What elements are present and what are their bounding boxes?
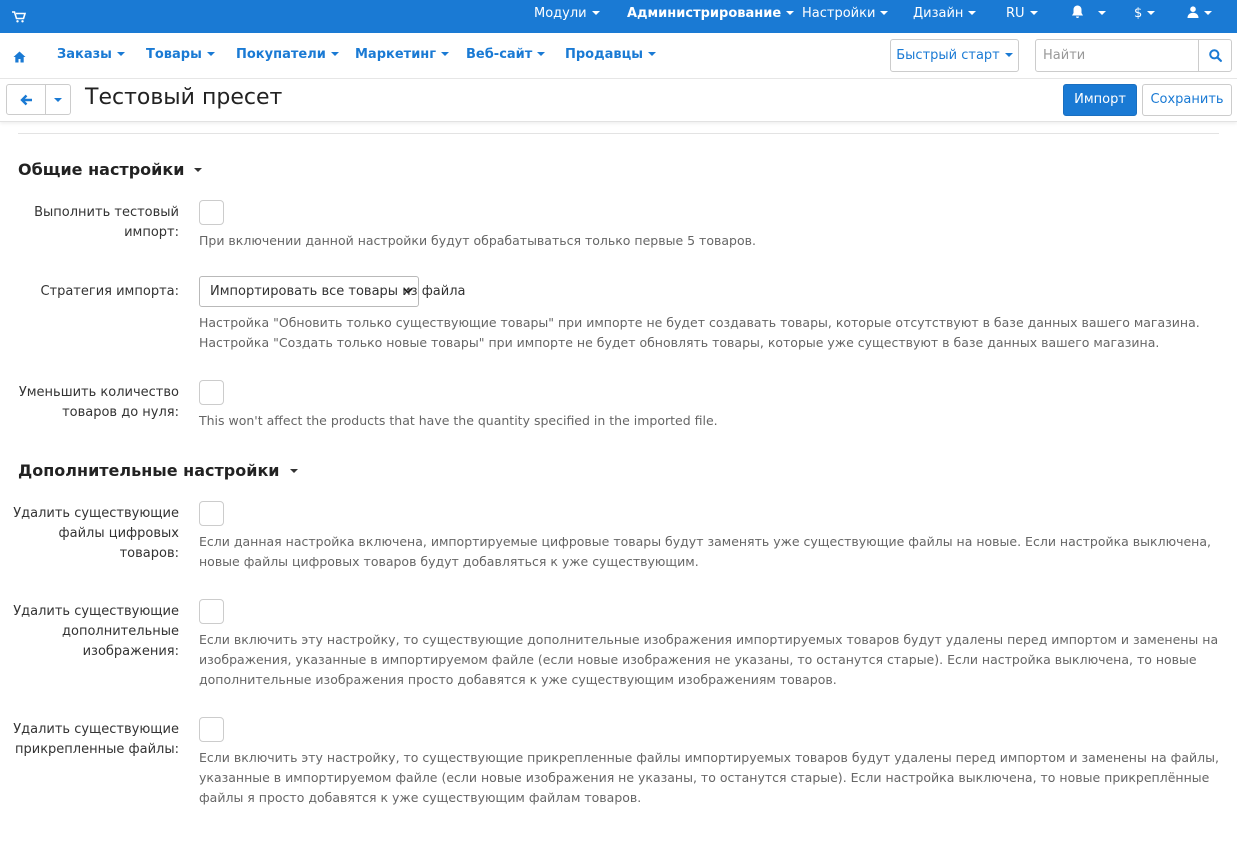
- delete-images-help: Если включить эту настройку, то существующие дополнительные изображения импортируемых товаров будут удалены перед импортом и заменены на изображения, указанные в импортируемом файле (если новые изображения не указаны, то останутся старые). Если настройка выключена, то новые дополнительные изображения просто добавятся к уже существующим изображениям товаров.: [199, 632, 1219, 687]
- notifications-menu[interactable]: [1071, 0, 1106, 33]
- currency-menu[interactable]: [1134, 0, 1155, 33]
- delete-images-label: Удалить существующие дополнительные изображения:: [13, 604, 179, 659]
- back-button[interactable]: [6, 84, 46, 115]
- title-bar: [0, 79, 1237, 122]
- delete-attachments-help: Если включить эту настройку, то существующие прикрепленные файлы импортируемых товаров будут удалены перед импортом и заменены на файлы, указанные в импортируемом файле (если новые изображения не указаны, то останутся старые). Если настройка выключена, то новые прикреплённые файлы я просто добавятся к уже существующим файлам товаров.: [199, 750, 1219, 805]
- chevron-down-icon: [1098, 11, 1106, 15]
- chevron-down-icon: [968, 11, 976, 15]
- chevron-down-icon: [1030, 11, 1038, 15]
- delete-digital-files-checkbox[interactable]: [199, 501, 224, 526]
- top-bar: [0, 0, 1237, 33]
- chevron-down-icon: [1147, 11, 1155, 15]
- import-strategy-select[interactable]: [199, 276, 466, 307]
- chevron-down-icon: [648, 52, 656, 56]
- top-menu-settings[interactable]: [802, 0, 888, 33]
- section-additional-toggle[interactable]: [18, 461, 298, 480]
- reset-quantity-label: Уменьшить количество товаров до нуля:: [18, 385, 179, 420]
- chevron-down-icon: [537, 52, 545, 56]
- back-dropdown-toggle[interactable]: [45, 84, 71, 115]
- nav-item-orders[interactable]: [57, 47, 125, 62]
- chevron-down-icon: [441, 52, 449, 56]
- chevron-down-icon: [117, 52, 125, 56]
- test-import-label: Выполнить тестовый импорт:: [34, 205, 179, 240]
- main-nav: [0, 33, 1237, 79]
- chevron-down-icon: [54, 98, 62, 102]
- search-button[interactable]: [1198, 40, 1231, 71]
- nav-item-products-label: Товары: [146, 47, 202, 62]
- chevron-down-icon: [880, 11, 888, 15]
- import-strategy-value: Импортировать все товары из файла: [210, 284, 466, 299]
- reset-quantity-checkbox[interactable]: [199, 380, 224, 405]
- delete-images-checkbox[interactable]: [199, 599, 224, 624]
- top-menu-modules[interactable]: [534, 0, 600, 33]
- top-menu-language-label: RU: [1006, 6, 1025, 21]
- search-input[interactable]: [1036, 40, 1200, 71]
- top-menu-design-label: Дизайн: [913, 6, 964, 21]
- delete-digital-files-label: Удалить существующие файлы цифровых товаров:: [13, 506, 179, 561]
- top-menu-settings-label: Настройки: [802, 6, 876, 21]
- search-box: [1035, 39, 1232, 72]
- nav-item-marketing[interactable]: [355, 47, 449, 62]
- top-menu-administration[interactable]: [627, 0, 794, 33]
- chevron-down-icon: [1204, 11, 1212, 15]
- save-button[interactable]: Сохранить: [1142, 84, 1232, 116]
- nav-item-orders-label: Заказы: [57, 47, 112, 62]
- chevron-down-icon: [194, 168, 202, 172]
- reset-quantity-help: This won't affect the products that have the quantity specified in the imported file.: [199, 413, 718, 428]
- chevron-down-icon: [592, 11, 600, 15]
- nav-item-website-label: Веб-сайт: [466, 47, 533, 62]
- top-menu-modules-label: Модули: [534, 6, 587, 21]
- chevron-down-icon: [331, 52, 339, 56]
- test-import-checkbox[interactable]: [199, 200, 224, 225]
- bell-icon: [1071, 5, 1084, 19]
- import-strategy-help-2: Настройка "Создать только новые товары" при импорте не будет обновлять товары, которые уже существуют в базе данных вашего магазина.: [199, 335, 1160, 350]
- top-menu-language[interactable]: [1006, 0, 1038, 33]
- delete-attachments-checkbox[interactable]: [199, 717, 224, 742]
- nav-item-marketing-label: Маркетинг: [355, 47, 437, 62]
- delete-attachments-label: Удалить существующие прикрепленные файлы:: [13, 722, 179, 757]
- currency-label: $: [1134, 6, 1143, 21]
- section-general-title: Общие настройки: [18, 160, 185, 179]
- page-title: Тестовый пресет: [85, 85, 283, 110]
- nav-item-products[interactable]: [146, 47, 215, 62]
- import-strategy-label: Стратегия импорта:: [40, 284, 179, 299]
- chevron-down-icon: [786, 11, 794, 15]
- delete-digital-files-help: Если данная настройка включена, импортируемые цифровые товары будут заменять уже существующие файлы на новые. Если настройка выключена, новые файлы цифровых товаров будут добавляться к уже существующим.: [199, 534, 1211, 569]
- chevron-down-icon: [403, 287, 413, 295]
- top-menu-design[interactable]: [913, 0, 976, 33]
- import-button[interactable]: Импорт: [1063, 84, 1137, 116]
- section-general-toggle[interactable]: [18, 160, 202, 179]
- divider: [18, 133, 1219, 134]
- test-import-help: При включении данной настройки будут обрабатываться только первые 5 товаров.: [199, 233, 756, 248]
- nav-item-customers-label: Покупатели: [236, 47, 326, 62]
- import-strategy-help-1: Настройка "Обновить только существующие товары" при импорте не будет создавать товары, которые отсутствуют в базе данных вашего магазина.: [199, 315, 1200, 330]
- top-menu-administration-label: Администрирование: [627, 6, 782, 21]
- arrow-left-icon: [20, 94, 33, 106]
- nav-item-website[interactable]: [466, 47, 545, 62]
- user-menu[interactable]: [1187, 0, 1212, 33]
- chevron-down-icon: [207, 52, 215, 56]
- nav-item-vendors[interactable]: [565, 47, 656, 62]
- quick-start-label: Быстрый старт: [896, 48, 1000, 63]
- nav-item-customers[interactable]: [236, 47, 339, 62]
- chevron-down-icon: [1005, 53, 1013, 57]
- chevron-down-icon: [290, 469, 298, 473]
- nav-item-vendors-label: Продавцы: [565, 47, 644, 62]
- user-icon: [1187, 6, 1199, 18]
- section-additional-title: Дополнительные настройки: [18, 461, 280, 480]
- home-icon[interactable]: [13, 48, 26, 67]
- cart-icon[interactable]: [12, 8, 26, 27]
- search-icon: [1209, 49, 1222, 62]
- quick-start-button[interactable]: [890, 39, 1019, 72]
